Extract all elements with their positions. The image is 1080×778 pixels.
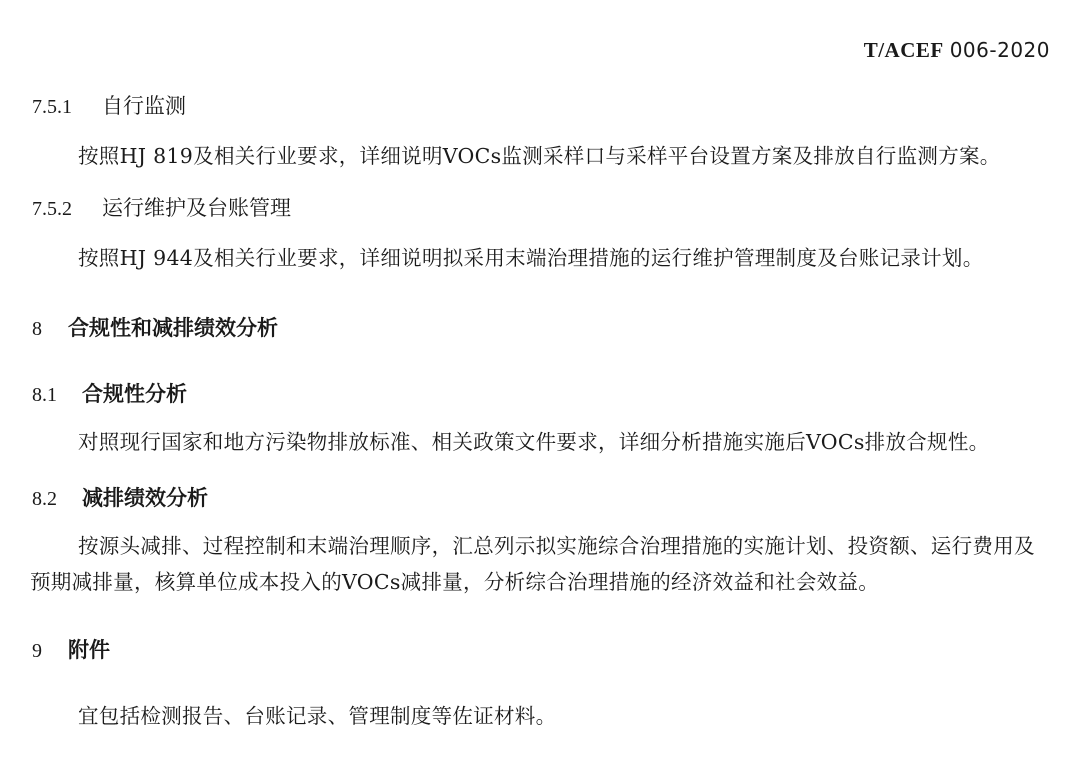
section-title: 合规性和减排绩效分析 (68, 316, 278, 340)
section-number: 7.5.1 (32, 96, 72, 118)
standard-code (864, 38, 1050, 63)
heading-8-2 (32, 482, 208, 512)
section-title: 自行监测 (102, 94, 186, 118)
section-title: 减排绩效分析 (82, 486, 208, 510)
paragraph-7-5-1: 按照HJ 819及相关行业要求，详细说明VOCs监测采样口与采样平台设置方案及排放自行监测方案。 (78, 144, 1001, 168)
section-number: 9 (32, 640, 42, 662)
section-title: 运行维护及台账管理 (102, 196, 291, 220)
heading-7-5-1 (32, 90, 186, 120)
heading-8-1 (32, 378, 187, 408)
section-title: 合规性分析 (82, 382, 187, 406)
paragraph-8-1: 对照现行国家和地方污染物排放标准、相关政策文件要求，详细分析措施实施后VOCs排放合规性。 (78, 430, 990, 454)
standard-prefix: T/ACEF (863, 38, 944, 62)
paragraph-8-2: 按源头减排、过程控制和末端治理顺序，汇总列示拟实施综合治理措施的实施计划、投资额、运行费用及预期减排量，核算单位成本投入的VOCs减排量，分析综合治理措施的经济效益和社会效益。 (30, 534, 1035, 594)
heading-7-5-2 (32, 192, 291, 222)
section-title: 附件 (68, 638, 110, 662)
section-number: 8.1 (32, 384, 57, 406)
standard-number: 006-2020 (949, 38, 1050, 62)
paragraph-9: 宜包括检测报告、台账记录、管理制度等佐证材料。 (78, 704, 557, 728)
paragraph-7-5-2: 按照HJ 944及相关行业要求，详细说明拟采用末端治理措施的运行维护管理制度及台账记录计划。 (78, 246, 984, 270)
heading-9 (32, 634, 110, 664)
section-number: 7.5.2 (32, 198, 72, 220)
section-number: 8.2 (32, 488, 57, 510)
heading-8 (32, 312, 278, 342)
section-number: 8 (32, 318, 42, 340)
